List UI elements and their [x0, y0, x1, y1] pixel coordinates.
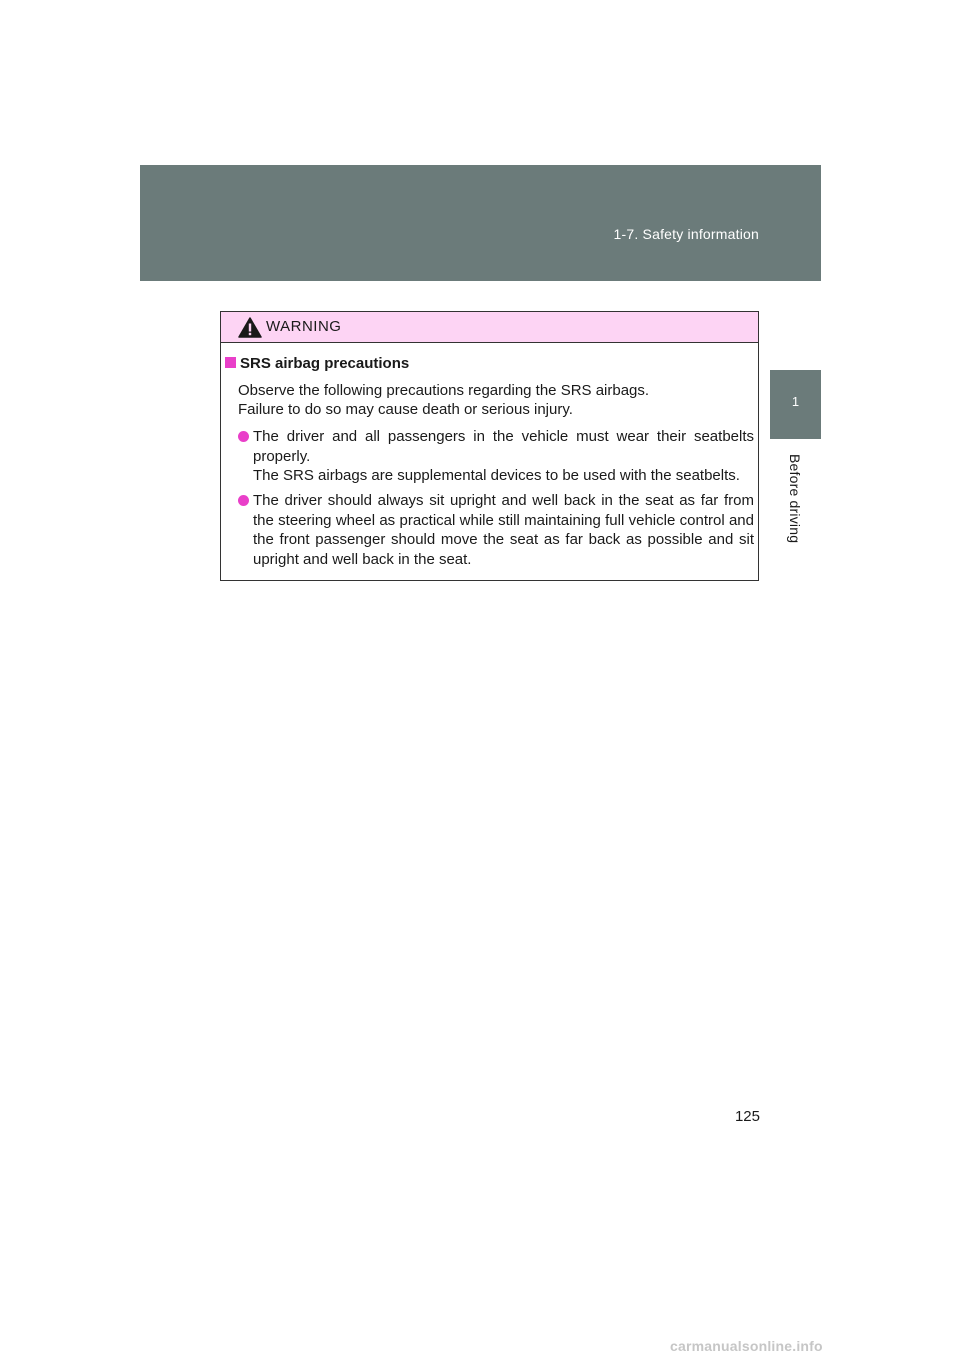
warning-title: WARNING	[266, 318, 342, 335]
round-bullet-icon	[238, 495, 249, 506]
intro-line: Observe the following precautions regarding the SRS airbags.	[238, 382, 650, 399]
section-header-band	[140, 165, 821, 281]
square-bullet-icon	[225, 357, 236, 368]
section-title: 1-7. Safety information	[613, 226, 759, 242]
bullet-item	[238, 491, 754, 569]
warning-header	[221, 312, 758, 343]
chapter-number: 1	[791, 394, 800, 409]
warning-triangle-icon	[238, 317, 262, 338]
chapter-tab	[770, 370, 821, 439]
warning-box	[220, 311, 759, 581]
bullet-line: The driver should always sit upright and well back in the seat as far from the steering wheel as practical while still maintaining full vehicle control and the front passenger should move the seat as far back as possible and sit upright and well back in the seat.	[253, 492, 754, 568]
chapter-label: Before driving	[787, 454, 803, 544]
bullet-item	[238, 427, 754, 486]
topic-heading	[225, 355, 409, 372]
intro-line: Failure to do so may cause death or serious injury.	[238, 401, 573, 418]
bullet-text	[253, 427, 754, 486]
topic-text: SRS airbag precautions	[240, 355, 410, 372]
bullet-line: The SRS airbags are supplemental devices to be used with the seatbelts.	[253, 467, 740, 484]
bullet-text	[253, 491, 754, 569]
bullet-line: The driver and all passengers in the vehicle must wear their seatbelts properly.	[253, 428, 754, 465]
round-bullet-icon	[238, 431, 249, 442]
watermark[interactable]: carmanualsonline.info	[670, 1338, 823, 1354]
intro-text	[238, 381, 748, 419]
page-number: 125	[734, 1108, 760, 1125]
